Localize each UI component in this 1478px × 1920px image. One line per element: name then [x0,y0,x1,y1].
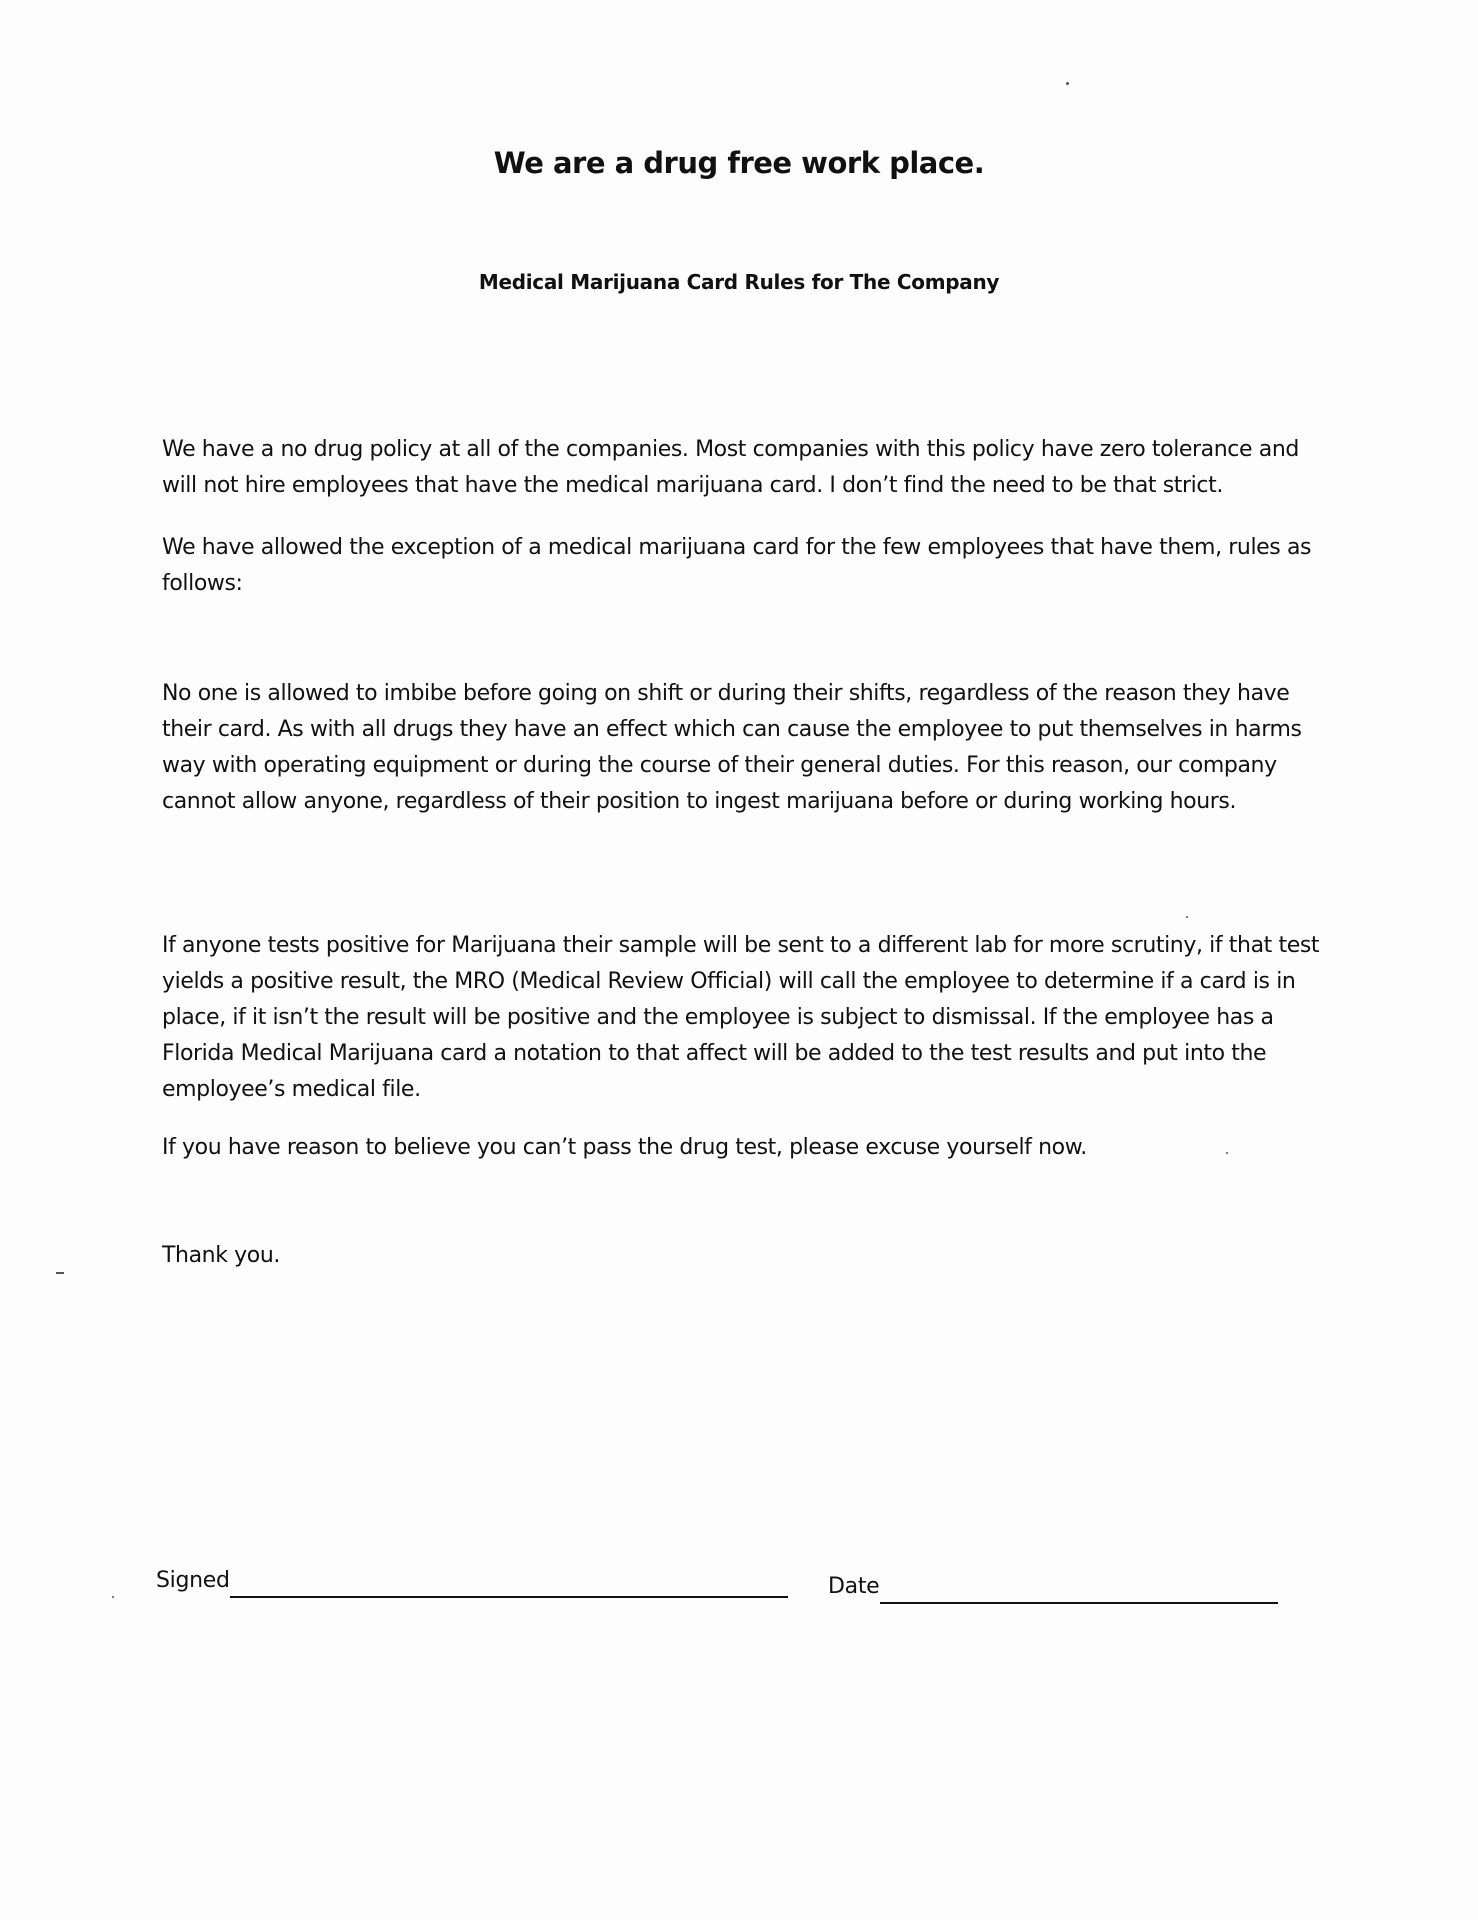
paragraph-testing: If anyone tests positive for Marijuana their sample will be sent to a different lab for more scrutiny, if that test yields a positive result, the MRO (Medical Review Official) will call the employee to determine if a card is in place, if it isn’t the result will be positive and the employee is subject to dismissal. If the employee has a Florida Medical Marijuana card a notation to that affect will be added to the test results and put into the employee’s medical file. [162,933,1320,1102]
signature-line[interactable] [230,1596,788,1598]
paragraph-excuse: If you have reason to believe you can’t pass the drug test, please excuse yourself now. [162,1135,1087,1160]
document-title: We are a drug free work place. [493,146,985,180]
scan-speck [112,1596,114,1598]
paragraph-thanks: Thank you. [162,1243,280,1268]
signature-row [156,1568,1286,1608]
signed-label: Signed [156,1568,230,1593]
scan-speck [1226,1152,1228,1154]
date-line[interactable] [880,1602,1278,1604]
paragraph-shift-rule: No one is allowed to imbibe before going on shift or during their shifts, regardless of the reason they have their card. As with all drugs they have an effect which can cause the employee to put themselves in harms way with operating equipment or during the course of their general duties. For this reason, our company cannot allow anyone, regardless of their position to ingest marijuana before or during working hours. [162,681,1302,814]
scan-speck [1186,916,1188,918]
document-subtitle: Medical Marijuana Card Rules for The Company [478,270,1000,294]
scan-speck [1066,82,1069,85]
paragraph-policy: We have a no drug policy at all of the companies. Most companies with this policy have zero tolerance and will not hire employees that have the medical marijuana card. I don’t find the need to be that strict. [162,437,1299,498]
date-label: Date [828,1574,880,1599]
paragraph-exception: We have allowed the exception of a medical marijuana card for the few employees that have them, rules as follows: [162,535,1312,596]
scan-speck [56,1272,64,1274]
